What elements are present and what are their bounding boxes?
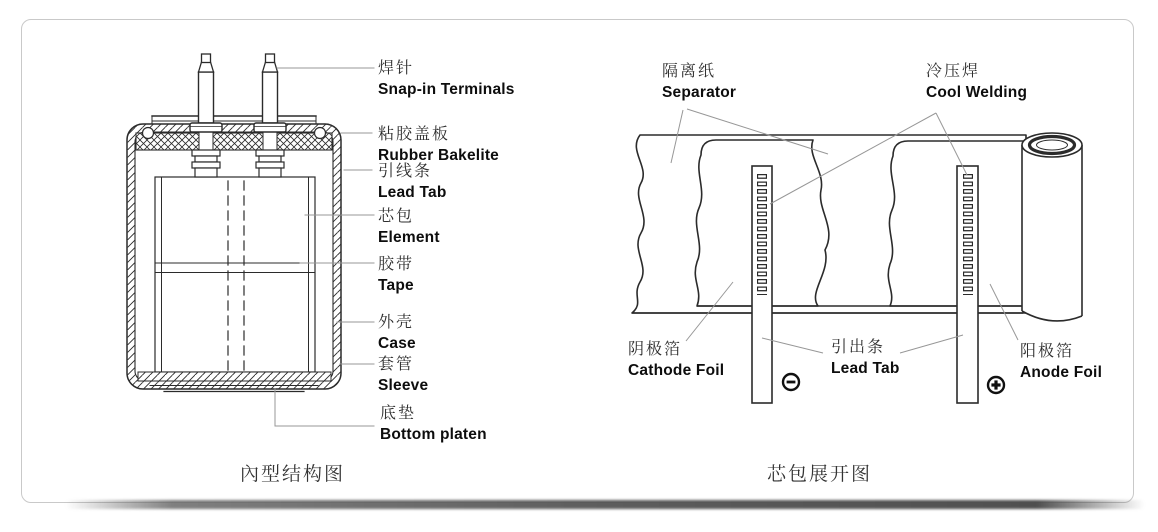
label-lead-tab-left — [378, 160, 447, 204]
label-lead-tab-right — [831, 336, 900, 380]
label-case-cn: 外壳 — [378, 312, 415, 331]
label-element-cn: 芯包 — [378, 206, 415, 225]
label-sleeve-cn: 套管 — [378, 354, 415, 373]
label-case — [378, 311, 416, 355]
label-sleeve-en: Sleeve — [378, 377, 429, 394]
label-bottom-platen — [380, 402, 487, 446]
label-lead-tab-right-cn: 引出条 — [831, 337, 886, 356]
lead-tab-strip-cathode — [752, 166, 772, 403]
label-cool-welding-cn: 冷压焊 — [926, 61, 981, 80]
negative-polarity-icon — [783, 374, 799, 390]
lead-tab-strip-anode — [957, 166, 978, 403]
label-tape — [378, 253, 414, 297]
label-anode-foil-en: Anode Foil — [1020, 364, 1103, 381]
label-case-en: Case — [378, 335, 416, 352]
rolled-element-cylinder — [1022, 133, 1082, 321]
label-cool-welding-en: Cool Welding — [926, 84, 1028, 101]
label-lead-tab-right-en: Lead Tab — [831, 360, 900, 377]
label-cathode-foil-cn: 阴极箔 — [628, 339, 683, 358]
label-snap-in-terminals-cn: 焊针 — [378, 58, 415, 77]
right-diagram-caption: 芯包展开图 — [767, 463, 873, 485]
label-sleeve — [378, 353, 428, 397]
label-tape-en: Tape — [378, 277, 414, 294]
label-snap-in-terminals — [378, 57, 515, 101]
label-element-en: Element — [378, 229, 440, 246]
label-rubber-bakelite-cn: 粘胶盖板 — [378, 124, 451, 143]
label-element — [378, 205, 440, 249]
label-lead-tab-left-cn: 引线条 — [378, 161, 433, 180]
element-winding — [155, 177, 315, 372]
label-separator-cn: 隔离纸 — [662, 61, 717, 80]
positive-polarity-icon — [988, 377, 1004, 393]
rubber-bakelite-seal — [136, 133, 332, 150]
label-separator-en: Separator — [662, 84, 737, 101]
label-bottom-platen-cn: 底垫 — [380, 403, 417, 422]
cold-weld-stitches — [963, 174, 973, 295]
label-separator — [662, 60, 736, 104]
label-tape-cn: 胶带 — [378, 254, 415, 273]
label-lead-tab-left-en: Lead Tab — [378, 184, 447, 201]
label-bottom-platen-en: Bottom platen — [380, 426, 487, 443]
label-snap-in-terminals-en: Snap-in Terminals — [378, 81, 515, 98]
label-cool-welding — [926, 60, 1027, 104]
capacitor-cross-section-drawing — [127, 54, 374, 426]
label-anode-foil — [1020, 340, 1102, 384]
label-rubber-bakelite-en: Rubber Bakelite — [378, 147, 500, 164]
label-anode-foil-cn: 阳极箔 — [1020, 341, 1075, 360]
label-cathode-foil — [628, 338, 724, 382]
left-diagram-caption: 內型结构图 — [240, 463, 346, 485]
cold-weld-stitches — [757, 174, 767, 295]
label-cathode-foil-en: Cathode Foil — [628, 362, 725, 379]
